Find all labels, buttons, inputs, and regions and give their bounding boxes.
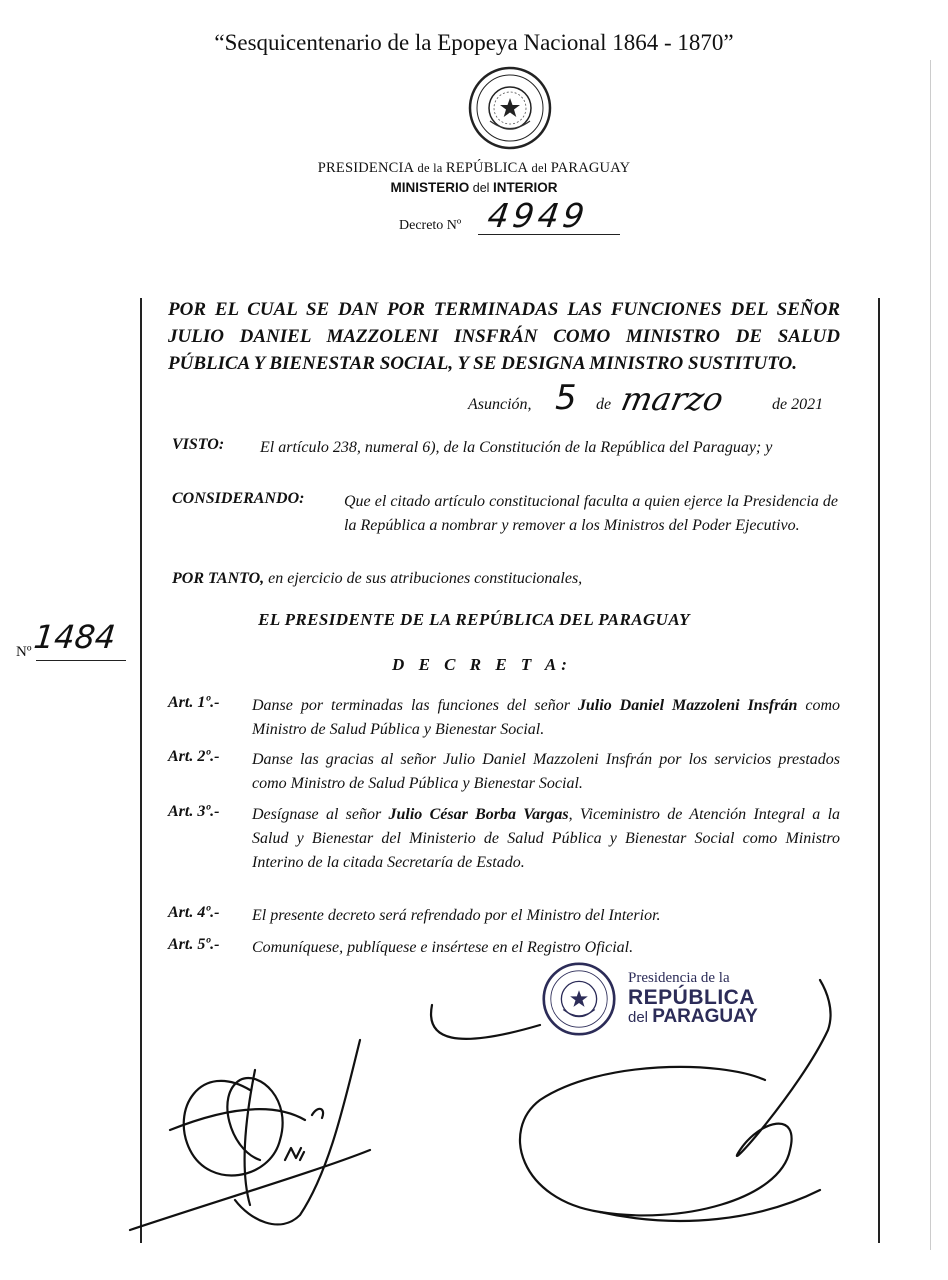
date-de: de — [596, 396, 612, 413]
visto-text: El artículo 238, numeral 6), de la Constitución de la República del Paraguay; y — [260, 439, 773, 456]
nro-number-handwritten: 1484 — [32, 618, 118, 656]
visto-label: VISTO: — [172, 436, 225, 453]
title-line: JULIO DANIEL MAZZOLENI INSFRÁN COMO MINISTRO DE SALUD — [168, 326, 840, 347]
motto: “Sesquicentenario de la Epopeya Nacional 1864 - 1870” — [214, 30, 734, 55]
date-place: Asunción, — [468, 396, 532, 413]
date-day-handwritten: 5 — [555, 378, 577, 418]
article-label: Art. 5º.- — [168, 936, 220, 953]
left-margin-rule — [140, 298, 142, 1243]
signature-left-mini — [285, 1109, 323, 1160]
article-label: Art. 3º.- — [168, 803, 220, 820]
article-label: Art. 2º.- — [168, 748, 220, 765]
article-text: Desígnase al señor Julio César Borba Vargas, Viceministro de Atención Integral a la Salud y Bienestar del Ministerio de Salud Pública y Bienestar Social como Ministro Interino de la citada Secretaría de Estado. — [252, 806, 841, 871]
national-seal-icon — [468, 66, 552, 150]
nro-label: Nº — [16, 644, 32, 660]
decreto-label: Decreto Nº — [399, 218, 462, 233]
article-text: Danse por terminadas las funciones del señor Julio Daniel Mazzoleni Insfrán como Ministro de Salud Pública y Bienestar Social. — [252, 697, 841, 738]
considerando-label: CONSIDERANDO: — [172, 490, 305, 507]
presidencia-heading: PRESIDENCIA de la REPÚBLICA del PARAGUAY — [317, 160, 631, 176]
article-text: Danse las gracias al señor Julio Daniel Mazzoleni Insfrán por los servicios prestados como Ministro de Salud Pública y Bienestar Social. — [252, 751, 840, 792]
decreto-number-handwritten: 4949 — [485, 196, 591, 235]
logo-line-1: Presidencia de la — [628, 970, 730, 986]
por-tanto-paragraph: POR TANTO, en ejercicio de sus atribuciones constitucionales, — [172, 570, 583, 587]
date-year: de 2021 — [772, 396, 824, 413]
logo-line-2: REPÚBLICA — [628, 986, 756, 1009]
right-margin-rule — [878, 298, 880, 1243]
signature-left-loop — [184, 1078, 283, 1175]
signature-right-hook — [431, 1005, 540, 1039]
por-tanto-label: POR TANTO, — [172, 570, 265, 587]
presidente-heading: EL PRESIDENTE DE LA REPÚBLICA DEL PARAGUAY — [258, 610, 690, 629]
signature-left-flourish — [130, 1040, 370, 1230]
logo-line-3: del PARAGUAY — [628, 1006, 758, 1027]
signature-left-stroke — [170, 1070, 305, 1205]
title-line: PÚBLICA Y BIENESTAR SOCIAL, Y SE DESIGNA MINISTRO SUSTITUTO. — [168, 353, 797, 374]
article-text: Comuníquese, publíquese e insértese en el Registro Oficial. — [252, 939, 634, 956]
title-line: POR EL CUAL SE DAN POR TERMINADAS LAS FUNCIONES DEL SEÑOR — [168, 299, 840, 320]
signature-right-tail — [600, 1190, 820, 1221]
article-label: Art. 1º.- — [168, 694, 220, 711]
decree-title — [168, 296, 840, 377]
date-month-handwritten: marzo — [617, 380, 727, 418]
article-label: Art. 4º.- — [168, 904, 220, 921]
considerando-text: Que el citado artículo constitucional faculta a quien ejerce la Presidencia de la República a nombrar y remover a los Ministros del Poder Ejecutivo. — [344, 493, 838, 534]
presidency-seal-icon — [542, 962, 616, 1036]
ministerio-heading: MINISTERIO del INTERIOR — [390, 180, 558, 195]
article-text: El presente decreto será refrendado por el Ministro del Interior. — [252, 907, 661, 924]
nro-underline — [36, 660, 126, 661]
decreta-heading: D E C R E T A: — [392, 655, 572, 674]
